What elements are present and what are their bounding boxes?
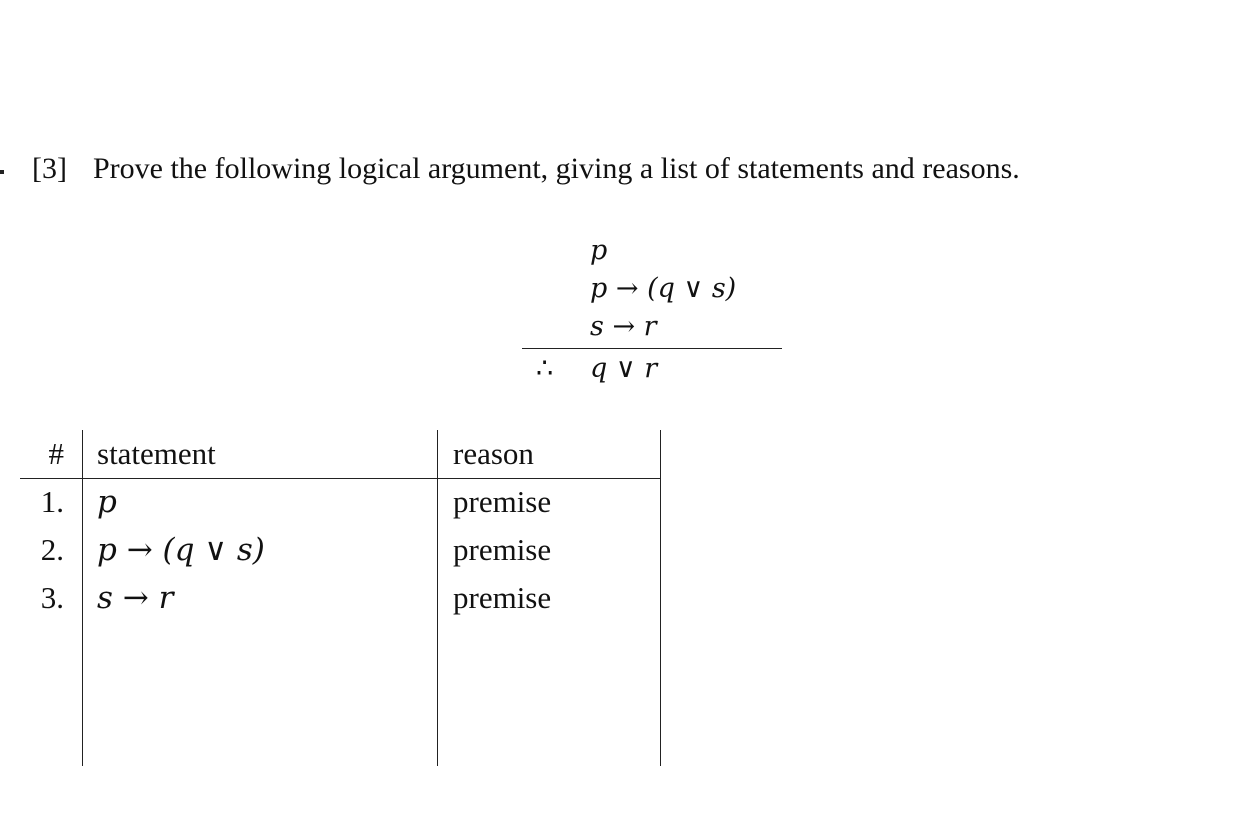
premise-3: s → r xyxy=(590,311,657,342)
table-row xyxy=(20,526,660,574)
question xyxy=(32,152,1020,186)
row-statement: s → r xyxy=(97,580,174,616)
row-reason: premise xyxy=(453,532,552,567)
table-header-row xyxy=(20,430,660,478)
header-reason: reason xyxy=(453,436,534,471)
logical-argument xyxy=(522,232,782,389)
conclusion: q ∨ r xyxy=(590,353,658,384)
row-statement: p xyxy=(97,484,117,520)
row-number: 2. xyxy=(40,532,64,567)
table-row xyxy=(20,574,660,622)
therefore-symbol: ∴ xyxy=(536,353,554,384)
table-divider-reason xyxy=(660,430,661,766)
row-reason: premise xyxy=(453,484,552,519)
header-num: # xyxy=(48,436,64,471)
question-text: Prove the following logical argument, giving a list of statements and reasons. xyxy=(92,152,1020,185)
table-divider-num xyxy=(82,430,83,766)
premise-1: p xyxy=(590,235,608,266)
conclusion-line xyxy=(522,349,782,389)
row-number: 3. xyxy=(40,580,64,615)
row-reason: premise xyxy=(453,580,552,615)
table-row xyxy=(20,478,660,526)
header-statement: statement xyxy=(97,436,216,471)
question-number: [3] xyxy=(32,152,67,185)
table-header-rule xyxy=(20,478,661,479)
row-statement: p → (q ∨ s) xyxy=(97,532,265,568)
margin-mark xyxy=(0,170,4,174)
row-number: 1. xyxy=(40,484,64,519)
premise-2: p → (q ∨ s) xyxy=(590,273,737,304)
table-divider-statement xyxy=(437,430,438,766)
